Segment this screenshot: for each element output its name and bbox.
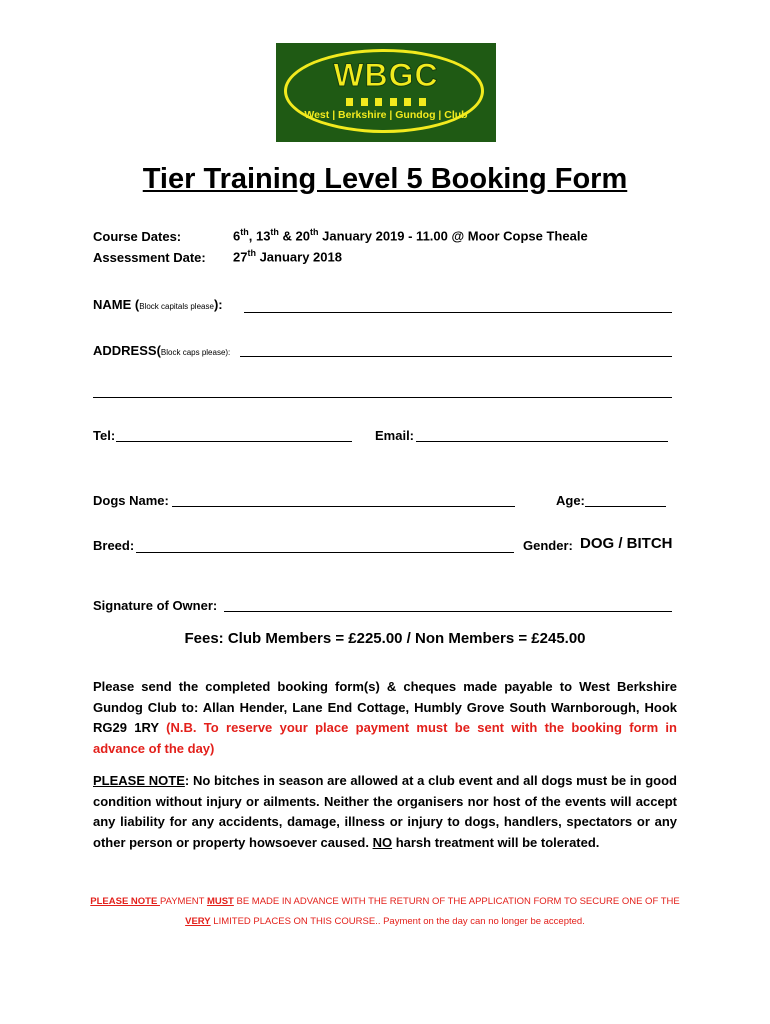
tel-field[interactable] <box>116 429 352 442</box>
dogs-name-label: Dogs Name: <box>93 493 169 508</box>
course-dates-value: 6th, 13th & 20th January 2019 - 11.00 @ Moor Copse Theale <box>233 227 588 244</box>
assessment-date-label: Assessment Date: <box>93 250 206 265</box>
gender-options[interactable]: DOG / BITCH <box>580 535 673 552</box>
age-field[interactable] <box>585 494 666 507</box>
logo-abbreviation: WBGC <box>333 57 439 93</box>
logo-club-name: West | Berkshire | Gundog | Club <box>304 109 468 121</box>
tel-label: Tel: <box>93 428 116 443</box>
email-field[interactable] <box>416 429 668 442</box>
page-title: Tier Training Level 5 Booking Form <box>142 163 628 195</box>
gender-label: Gender: <box>523 538 573 553</box>
logo-dots <box>346 98 426 106</box>
signature-label: Signature of Owner: <box>93 598 218 613</box>
address-label: ADDRESS(Block caps please): <box>93 343 231 358</box>
assessment-date-value: 27th January 2018 <box>233 248 342 265</box>
age-label: Age: <box>556 493 585 508</box>
address-field-line-2[interactable] <box>93 385 672 398</box>
fees: Fees: Club Members = £225.00 / Non Members = £245.00 <box>184 630 586 647</box>
club-logo <box>276 43 496 142</box>
signature-field[interactable] <box>224 599 672 612</box>
please-note-paragraph: PLEASE NOTE: No bitches in season are allowed at a club event and all dogs must be in good condition without injury or ailments. Neither the organisers nor host of the events will accept any liability for any accidents, damage, illness or injury to dogs, handlers, spectators or any other person or property howsoever caused. NO harsh treatment will be tolerated. <box>93 773 677 850</box>
email-label: Email: <box>375 428 415 443</box>
address-field-line-1[interactable] <box>240 344 672 357</box>
name-label: NAME (Block capitals please): <box>93 297 223 312</box>
course-dates-label: Course Dates: <box>93 229 182 244</box>
breed-field[interactable] <box>136 539 514 553</box>
dogs-name-field[interactable] <box>172 494 515 507</box>
name-field[interactable] <box>244 298 672 313</box>
payment-footer-note: PLEASE NOTE PAYMENT MUST BE MADE IN ADVANCE WITH THE RETURN OF THE APPLICATION FORM TO SECURE ONE OF THE VERY LIMITED PLACES ON THIS COURSE.. Payment on the day can no longer be accepted. <box>90 896 680 927</box>
send-instructions: Please send the completed booking form(s) & cheques made payable to West Berkshire Gundog Club to: Allan Hender, Lane End Cottage, Humbly Grove South Warnborough, Hook RG29 1RY (N.B. To reserve your place payment must be sent with the booking form in advance of the day) <box>93 679 677 756</box>
breed-label: Breed: <box>93 538 135 553</box>
